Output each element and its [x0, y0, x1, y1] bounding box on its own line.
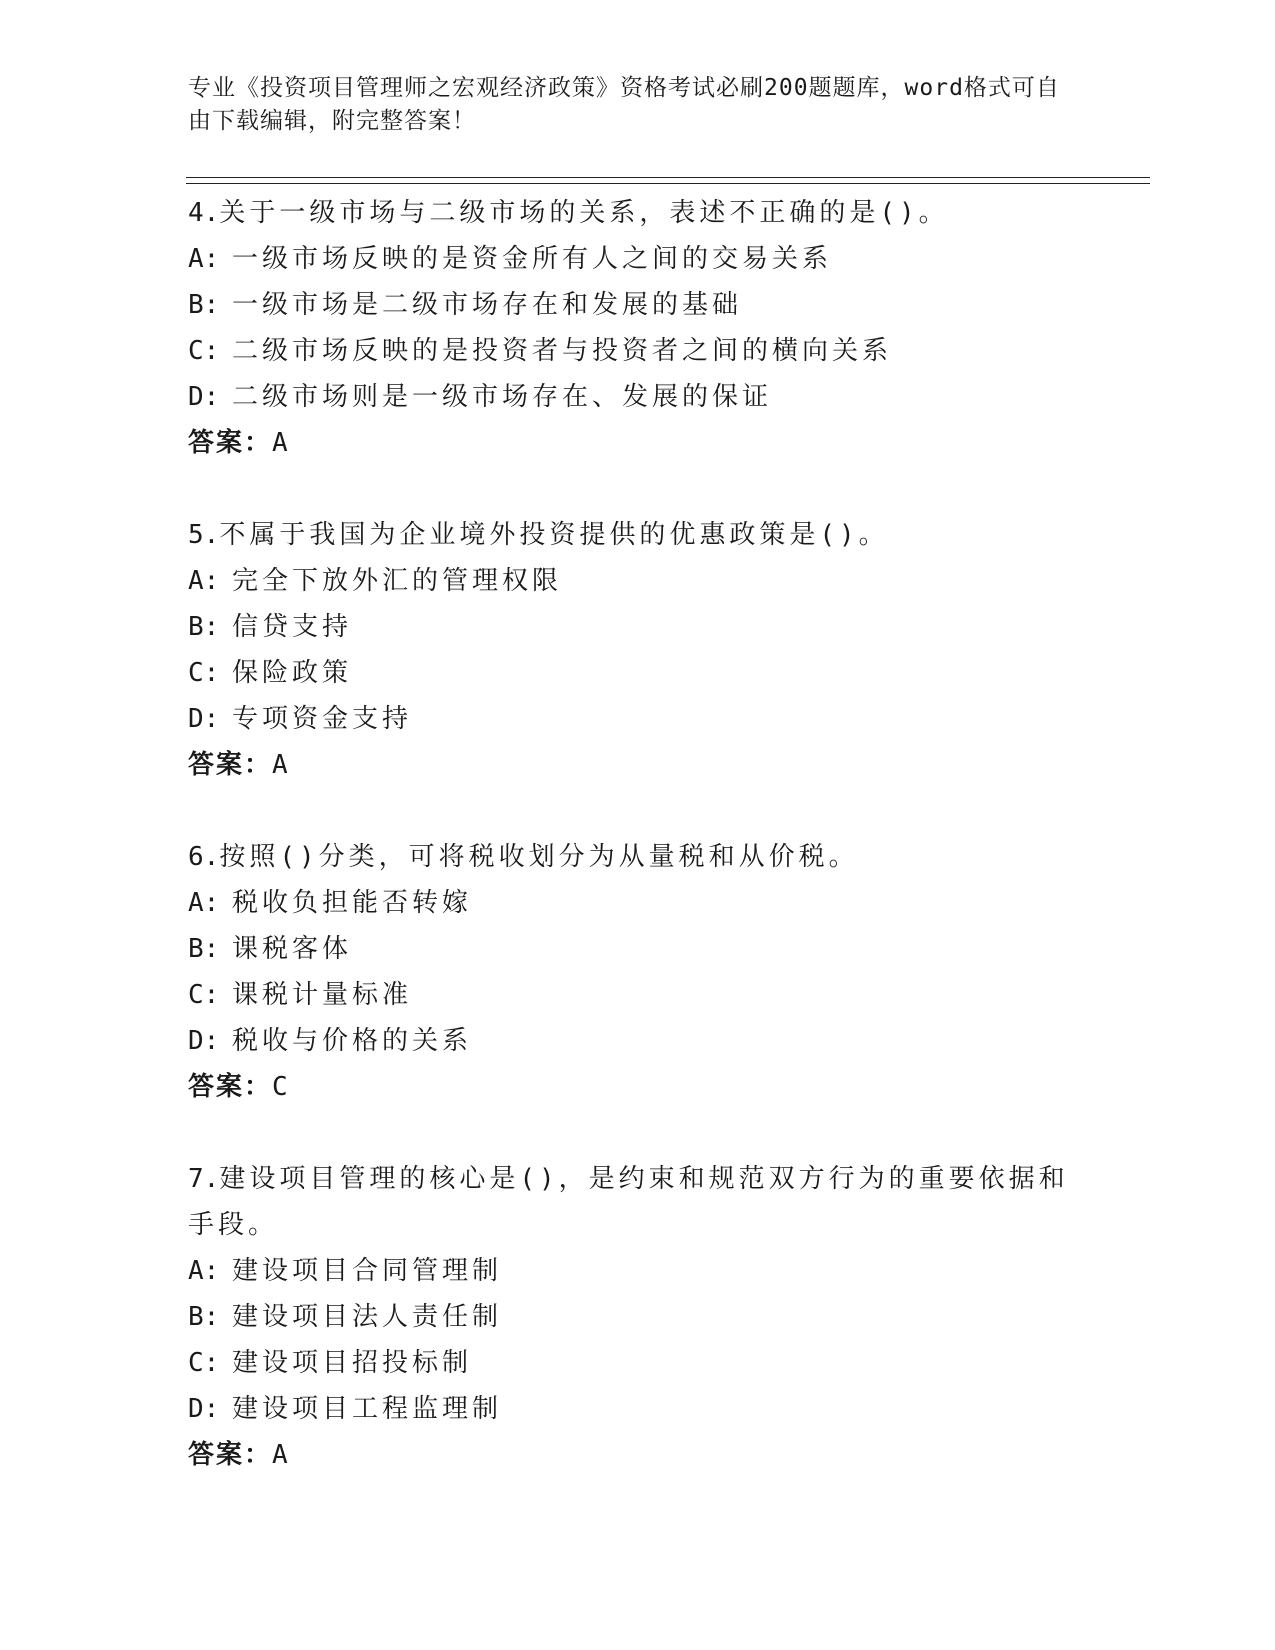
option-key: B: [188, 290, 220, 320]
option-text: 一级市场反映的是资金所有人之间的交易关系 [232, 244, 833, 274]
option-text: 课税客体 [232, 934, 353, 964]
option-text: 信贷支持 [232, 612, 353, 642]
question-stem [188, 834, 1088, 880]
option-text: 一级市场是二级市场存在和发展的基础 [232, 290, 743, 320]
option-key: B: [188, 612, 220, 642]
option-text: 二级市场反映的是投资者与投资者之间的横向关系 [232, 336, 893, 366]
question-number: 6. [188, 842, 220, 872]
option-key: A: [188, 244, 220, 274]
answer-value: A [272, 750, 288, 780]
option-text: 建设项目合同管理制 [232, 1256, 503, 1286]
answer-label: 答案： [188, 1072, 273, 1102]
option-c [188, 1340, 1088, 1386]
option-text: 完全下放外汇的管理权限 [232, 566, 563, 596]
question-text: 关于一级市场与二级市场的关系，表述不正确的是()。 [219, 198, 949, 228]
option-key: D: [188, 382, 220, 412]
option-key: C: [188, 980, 220, 1010]
option-key: D: [188, 1394, 220, 1424]
option-text: 建设项目工程监理制 [232, 1394, 503, 1424]
question-text: 按照()分类，可将税收划分为从量税和从价税。 [219, 842, 859, 872]
option-text: 税收与价格的关系 [232, 1026, 473, 1056]
answer-line [188, 1432, 1088, 1478]
answer-value: A [272, 1440, 288, 1470]
option-key: D: [188, 704, 220, 734]
question-stem [188, 512, 1088, 558]
answer-label: 答案： [188, 428, 273, 458]
option-b [188, 604, 1088, 650]
question-item [188, 512, 1088, 788]
option-b [188, 282, 1088, 328]
header-divider-top [186, 177, 1150, 178]
answer-line [188, 420, 1088, 466]
answer-line [188, 742, 1088, 788]
question-number: 4. [188, 198, 220, 228]
option-d [188, 1018, 1088, 1064]
option-text: 建设项目法人责任制 [232, 1302, 503, 1332]
question-stem [188, 190, 1088, 236]
answer-value: C [272, 1072, 288, 1102]
answer-label: 答案： [188, 1440, 273, 1470]
answer-label: 答案： [188, 750, 273, 780]
option-key: C: [188, 1348, 220, 1378]
option-text: 专项资金支持 [232, 704, 413, 734]
option-key: C: [188, 658, 220, 688]
question-number: 5. [188, 520, 220, 550]
question-list [188, 190, 1088, 1524]
option-b [188, 926, 1088, 972]
option-d [188, 374, 1088, 420]
option-d [188, 696, 1088, 742]
question-item [188, 834, 1088, 1110]
option-c [188, 328, 1088, 374]
header-divider-bottom [186, 183, 1150, 184]
option-text: 税收负担能否转嫁 [232, 888, 473, 918]
option-text: 保险政策 [232, 658, 353, 688]
option-key: A: [188, 566, 220, 596]
option-c [188, 972, 1088, 1018]
document-header: 专业《投资项目管理师之宏观经济政策》资格考试必刷200题题库，word格式可自由下载编辑，附完整答案！ [188, 75, 1060, 134]
question-text: 建设项目管理的核心是()，是约束和规范双方行为的重要依据和手段。 [188, 1164, 1069, 1240]
option-key: A: [188, 1256, 220, 1286]
option-text: 二级市场则是一级市场存在、发展的保证 [232, 382, 773, 412]
answer-value: A [272, 428, 288, 458]
option-key: A: [188, 888, 220, 918]
question-number: 7. [188, 1164, 220, 1194]
option-key: B: [188, 1302, 220, 1332]
option-text: 建设项目招投标制 [232, 1348, 473, 1378]
option-key: C: [188, 336, 220, 366]
option-c [188, 650, 1088, 696]
option-key: D: [188, 1026, 220, 1056]
option-a [188, 1248, 1088, 1294]
option-d [188, 1386, 1088, 1432]
option-text: 课税计量标准 [232, 980, 413, 1010]
option-key: B: [188, 934, 220, 964]
question-stem [188, 1156, 1088, 1248]
option-a [188, 880, 1088, 926]
option-a [188, 558, 1088, 604]
option-a [188, 236, 1088, 282]
answer-line [188, 1064, 1088, 1110]
question-item [188, 190, 1088, 466]
question-item [188, 1156, 1088, 1478]
question-text: 不属于我国为企业境外投资提供的优惠政策是()。 [219, 520, 889, 550]
option-b [188, 1294, 1088, 1340]
